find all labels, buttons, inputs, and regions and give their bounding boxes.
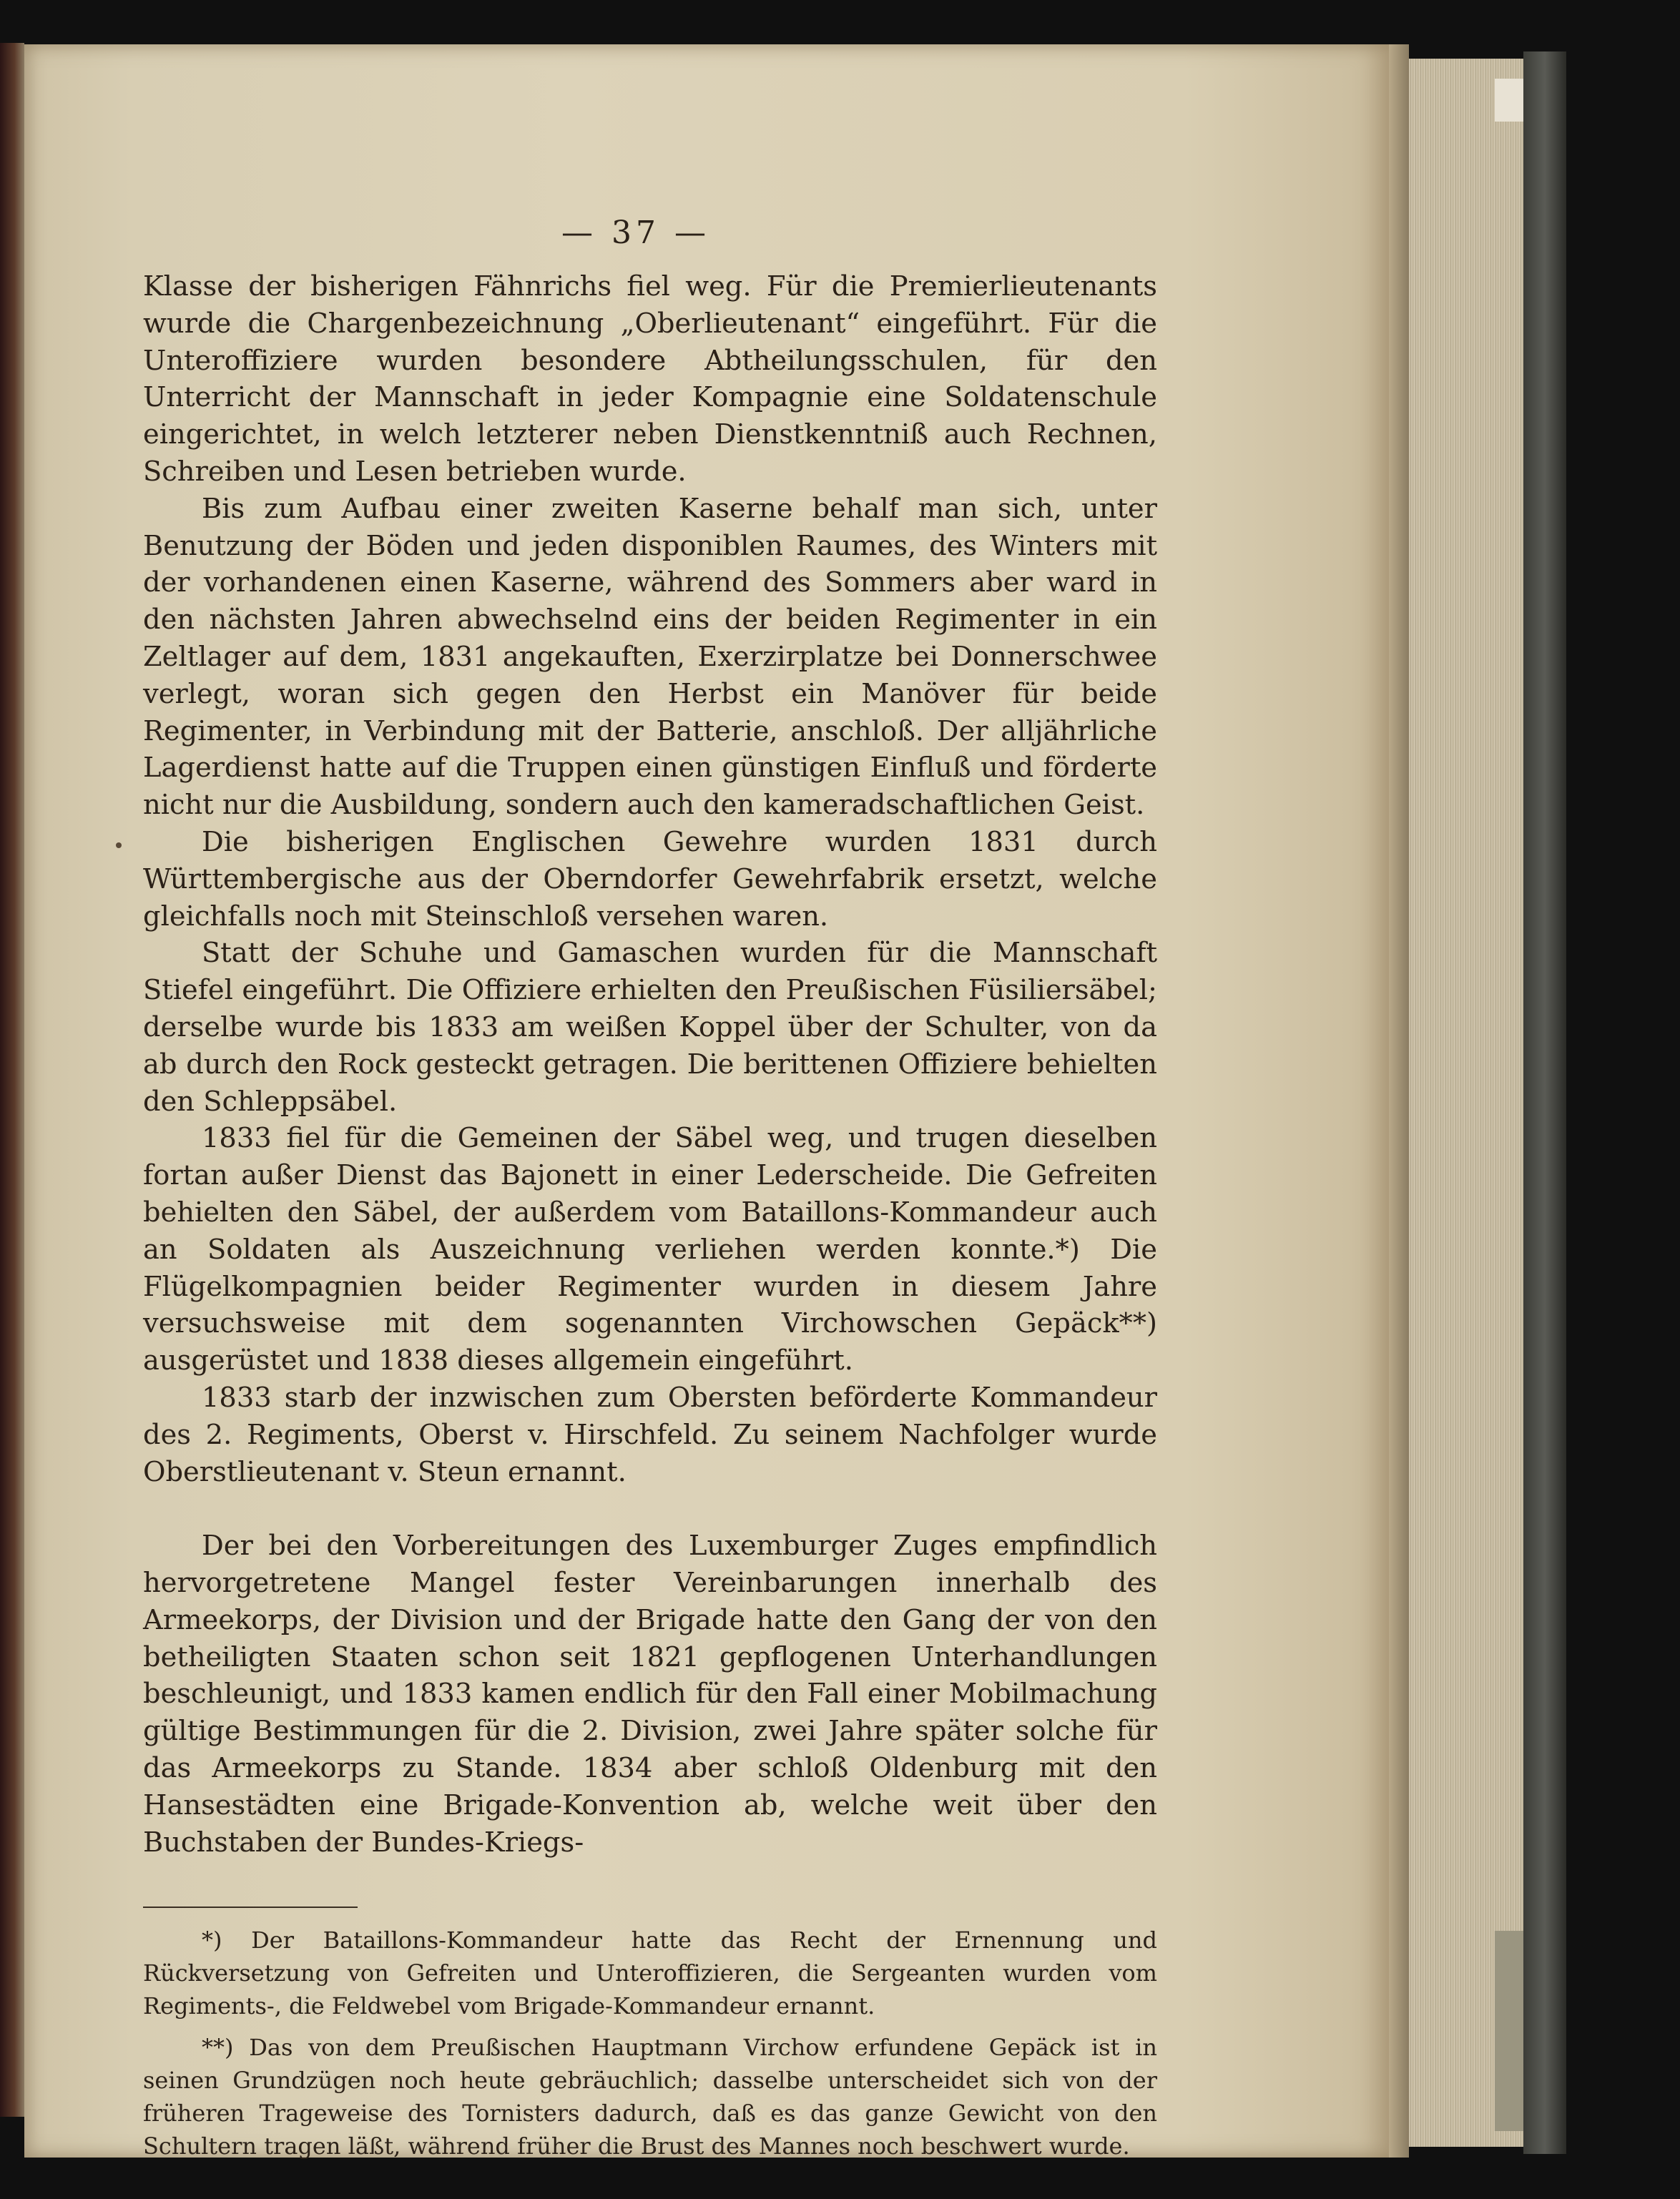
section-spacer [143, 1490, 1157, 1528]
footnote: **) Das von dem Preußischen Hauptmann Virchow erfundene Gepäck ist in seinen Grundzügen noch heute gebräuchlich; dasselbe unterscheidet sich von der früheren Trageweise des Tornisters dadurch, daß es das ganze Gewicht von den Schultern tragen läßt, während früher die Brust des Mannes noch beschwert wurde. [143, 2034, 1157, 2160]
paragraph: Klasse der bisherigen Fähnrichs fiel weg. Für die Premierlieutenants wurde die Chargenbezeichnung „Oberlieutenant“ eingeführt. Für die Unteroffiziere wurden besondere Abtheilungsschulen, für den Unterricht der Mannschaft in jeder Kompagnie eine Soldatenschule eingerichtet, in welch letzterer neben Dienstkenntniß auch Rechnen, Schreiben und Lesen betrieben wurde. [143, 270, 1157, 488]
paragraph: Bis zum Aufbau einer zweiten Kaserne behalf man sich, unter Benutzung der Böden und jeden disponiblen Raumes, des Winters mit der vorhandenen einen Kaserne, während des Sommers aber ward in den nächsten Jahren abwechselnd eins der beiden Regimenter in ein Zeltlager auf dem, 1831 angekauften, Exerzirplatze bei Donnerschwee verlegt, woran sich gegen den Herbst ein Manöver für beide Regimenter, in Verbindung mit der Batterie, anschloß. Der alljährliche Lagerdienst hatte auf die Truppen einen günstigen Einfluß und förderte nicht nur die Ausbildung, sondern auch den kameradschaftlichen Geist. [143, 492, 1157, 822]
page-gutter [1389, 44, 1409, 2158]
paragraph: Der bei den Vorbereitungen des Luxemburger Zuges empfindlich hervorgetretene Mangel fester Vereinbarungen innerhalb des Armeekorps, der Division und der Brigade hatte den Gang der von den betheiligten Staaten schon seit 1821 gepflogenen Unterhandlungen beschleunigt, und 1833 kamen endlich für den Fall einer Mobilmachung gültige Bestimmungen für die 2. Division, zwei Jahre später solche für das Armeekorps zu Stande. 1834 aber schloß Oldenburg mit den Hansestädten eine Brigade-Konvention ab, welche weit über den Buchstaben der Bundes-Kriegs- [143, 1530, 1157, 1859]
book-cover [1523, 51, 1566, 2154]
page-content [143, 215, 1157, 2163]
paragraph: Die bisherigen Englischen Gewehre wurden 1831 durch Württembergische aus der Oberndorfer Gewehrfabrik ersetzt, welche gleichfalls noch mit Steinschloß versehen waren. [143, 825, 1157, 933]
page-number: — 37 — [561, 215, 710, 251]
cover-strip-bottom [1495, 1931, 1523, 2131]
cover-strip-top [1495, 79, 1523, 122]
previous-page-edge [0, 43, 24, 2117]
footnote-divider [143, 1907, 358, 1908]
margin-mark [116, 842, 122, 848]
paragraph: Statt der Schuhe und Gamaschen wurden für die Mannschaft Stiefel eingeführt. Die Offiziere erhielten den Preußischen Füsiliersäbel; derselbe wurde bis 1833 am weißen Koppel über der Schulter, von da ab durch den Rock gesteckt getragen. Die berittenen Offiziere behielten den Schleppsäbel. [143, 937, 1157, 1118]
paragraph: 1833 starb der inzwischen zum Obersten beförderte Kommandeur des 2. Regiments, Oberst v. Hirschfeld. Zu seinem Nachfolger wurde Oberstlieutenant v. Steun ernannt. [143, 1381, 1157, 1488]
footnote: *) Der Bataillons-Kommandeur hatte das Recht der Ernennung und Rückversetzung von Gefreiten und Unteroffizieren, die Sergeanten wurden vom Regiments-, die Feldwebel vom Brigade-Kommandeur ernannt. [143, 1927, 1157, 2020]
paragraph: 1833 fiel für die Gemeinen der Säbel weg, und trugen dieselben fortan außer Dienst das Bajonett in einer Lederscheide. Die Gefreiten behielten den Säbel, der außerdem vom Bataillons-Kommandeur auch an Soldaten als Auszeichnung verliehen werden konnte.*) Die Flügelkompagnien beider Regimenter wurden in diesem Jahre versuchsweise mit dem sogenannten Virchowschen Gepäck**) ausgerüstet und 1838 dieses allgemein eingeführt. [143, 1122, 1157, 1377]
book-page-edges [1396, 59, 1532, 2147]
